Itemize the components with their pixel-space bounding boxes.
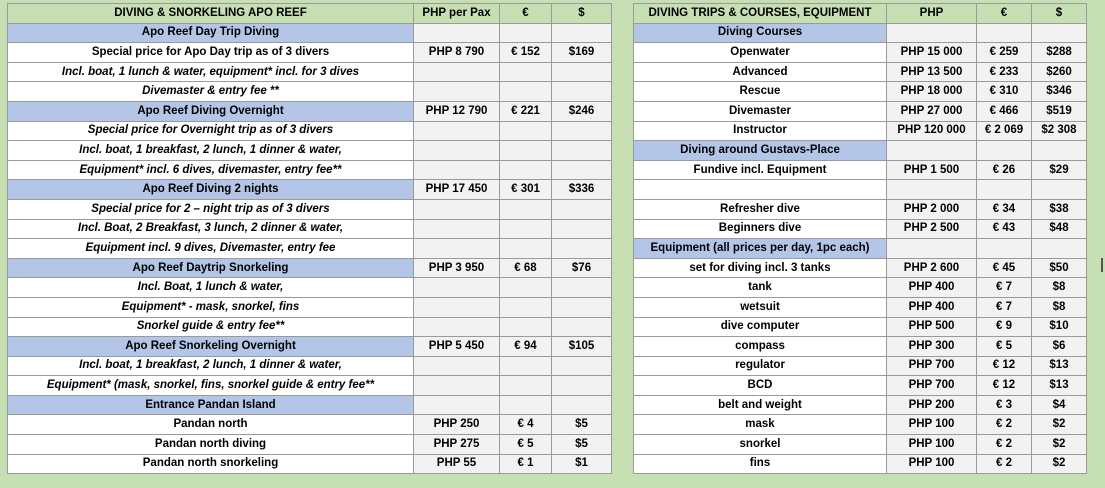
row-label: Apo Reef Diving 2 nights [8, 180, 414, 200]
price-php-cell: PHP 100 [887, 435, 977, 455]
price-php-cell [414, 239, 500, 259]
price-usd-cell: $13 [1032, 356, 1087, 376]
price-eur-cell [977, 239, 1032, 259]
price-eur-cell: € 466 [977, 101, 1032, 121]
price-usd-cell [552, 62, 612, 82]
courses-equipment-price-table [633, 3, 1087, 474]
table-row [634, 219, 1087, 239]
price-eur-cell [500, 278, 552, 298]
price-php-cell: PHP 200 [887, 395, 977, 415]
table-row [8, 376, 612, 396]
row-label: Diving around Gustavs-Place [634, 141, 887, 161]
price-php-cell [414, 278, 500, 298]
row-label: Special price for Apo Day trip as of 3 divers [8, 43, 414, 63]
price-php-cell [414, 395, 500, 415]
price-php-cell: PHP 5 450 [414, 337, 500, 357]
price-eur-cell: € 34 [977, 199, 1032, 219]
price-usd-cell [1032, 180, 1087, 200]
price-usd-cell [552, 278, 612, 298]
row-label: Equipment* incl. 6 dives, divemaster, entry fee** [8, 160, 414, 180]
price-usd-cell: $8 [1032, 278, 1087, 298]
row-label: Special price for 2 – night trip as of 3 divers [8, 199, 414, 219]
price-usd-cell: $10 [1032, 317, 1087, 337]
table-row [634, 317, 1087, 337]
table-row [634, 337, 1087, 357]
price-usd-cell [552, 376, 612, 396]
price-usd-cell: $2 [1032, 415, 1087, 435]
table-row [634, 258, 1087, 278]
row-label: Divemaster [634, 101, 887, 121]
table-row [634, 199, 1087, 219]
price-php-cell: PHP 17 450 [414, 180, 500, 200]
row-label: Advanced [634, 62, 887, 82]
apo-reef-price-table-body [8, 4, 612, 474]
row-label: Equipment* (mask, snorkel, fins, snorkel guide & entry fee** [8, 376, 414, 396]
header-row [634, 4, 1087, 24]
row-label: dive computer [634, 317, 887, 337]
price-php-cell: PHP 400 [887, 297, 977, 317]
table-row [8, 278, 612, 298]
price-usd-cell: $169 [552, 43, 612, 63]
price-usd-cell: $260 [1032, 62, 1087, 82]
price-php-cell [887, 239, 977, 259]
header-title: DIVING TRIPS & COURSES, EQUIPMENT [634, 4, 887, 24]
price-eur-cell: € 7 [977, 278, 1032, 298]
price-php-cell: PHP 500 [887, 317, 977, 337]
price-php-cell: PHP 1 500 [887, 160, 977, 180]
price-php-cell [414, 121, 500, 141]
table-row [634, 180, 1087, 200]
price-usd-cell [552, 395, 612, 415]
price-usd-cell [552, 317, 612, 337]
price-eur-cell [500, 239, 552, 259]
price-php-cell [414, 160, 500, 180]
price-eur-cell [500, 297, 552, 317]
table-row [8, 141, 612, 161]
price-php-cell [414, 297, 500, 317]
price-usd-cell [552, 297, 612, 317]
price-php-cell: PHP 12 790 [414, 101, 500, 121]
section-row [8, 258, 612, 278]
table-row [634, 82, 1087, 102]
price-eur-cell: € 221 [500, 101, 552, 121]
price-php-cell: PHP 15 000 [887, 43, 977, 63]
price-eur-cell: € 43 [977, 219, 1032, 239]
apo-reef-price-table [7, 3, 612, 474]
row-label: Refresher dive [634, 199, 887, 219]
price-php-cell: PHP 300 [887, 337, 977, 357]
header-usd: $ [1032, 4, 1087, 24]
section-row [634, 23, 1087, 43]
row-label [634, 180, 887, 200]
courses-equipment-price-table-body [634, 4, 1087, 474]
price-usd-cell: $76 [552, 258, 612, 278]
price-eur-cell [500, 62, 552, 82]
row-label: Special price for Overnight trip as of 3 divers [8, 121, 414, 141]
price-eur-cell [500, 395, 552, 415]
price-usd-cell: $2 [1032, 454, 1087, 474]
price-php-cell: PHP 250 [414, 415, 500, 435]
price-php-cell: PHP 18 000 [887, 82, 977, 102]
table-row [8, 356, 612, 376]
price-eur-cell: € 2 [977, 415, 1032, 435]
price-usd-cell: $4 [1032, 395, 1087, 415]
header-php: PHP per Pax [414, 4, 500, 24]
table-row [634, 101, 1087, 121]
price-eur-cell: € 26 [977, 160, 1032, 180]
price-usd-cell: $288 [1032, 43, 1087, 63]
row-label: Apo Reef Snorkeling Overnight [8, 337, 414, 357]
price-php-cell: PHP 100 [887, 454, 977, 474]
header-usd: $ [552, 4, 612, 24]
row-label: mask [634, 415, 887, 435]
row-label: Pandan north diving [8, 435, 414, 455]
price-eur-cell: € 259 [977, 43, 1032, 63]
price-php-cell: PHP 13 500 [887, 62, 977, 82]
price-eur-cell [500, 141, 552, 161]
section-row [634, 239, 1087, 259]
price-usd-cell [552, 239, 612, 259]
table-row [634, 356, 1087, 376]
row-label: Pandan north snorkeling [8, 454, 414, 474]
price-usd-cell: $6 [1032, 337, 1087, 357]
price-eur-cell [500, 82, 552, 102]
price-usd-cell: $336 [552, 180, 612, 200]
row-label: Instructor [634, 121, 887, 141]
row-label: Equipment (all prices per day, 1pc each) [634, 239, 887, 259]
table-row [634, 395, 1087, 415]
row-label: snorkel [634, 435, 887, 455]
table-row [634, 121, 1087, 141]
row-label: Divemaster & entry fee ** [8, 82, 414, 102]
table-row [8, 199, 612, 219]
price-usd-cell [552, 219, 612, 239]
table-row [8, 435, 612, 455]
row-label: Incl. boat, 1 breakfast, 2 lunch, 1 dinner & water, [8, 141, 414, 161]
row-label: wetsuit [634, 297, 887, 317]
price-php-cell [414, 376, 500, 396]
price-usd-cell: $5 [552, 415, 612, 435]
table-row [634, 435, 1087, 455]
price-php-cell [887, 141, 977, 161]
price-php-cell: PHP 2 000 [887, 199, 977, 219]
price-usd-cell [552, 82, 612, 102]
table-row [634, 160, 1087, 180]
row-label: Beginners dive [634, 219, 887, 239]
price-php-cell: PHP 3 950 [414, 258, 500, 278]
row-label: BCD [634, 376, 887, 396]
price-eur-cell [500, 376, 552, 396]
table-row [8, 82, 612, 102]
price-usd-cell [1032, 141, 1087, 161]
price-eur-cell: € 45 [977, 258, 1032, 278]
price-eur-cell [500, 356, 552, 376]
table-row [8, 43, 612, 63]
row-label: Entrance Pandan Island [8, 395, 414, 415]
row-label: Apo Reef Daytrip Snorkeling [8, 258, 414, 278]
price-usd-cell: $38 [1032, 199, 1087, 219]
row-label: Equipment incl. 9 dives, Divemaster, entry fee [8, 239, 414, 259]
price-eur-cell [977, 23, 1032, 43]
price-php-cell [414, 141, 500, 161]
price-usd-cell [552, 121, 612, 141]
price-php-cell [414, 219, 500, 239]
row-label: Rescue [634, 82, 887, 102]
price-eur-cell [500, 317, 552, 337]
table-row [634, 297, 1087, 317]
price-php-cell [414, 317, 500, 337]
section-row [8, 337, 612, 357]
price-eur-cell: € 12 [977, 356, 1032, 376]
price-eur-cell [500, 160, 552, 180]
price-usd-cell [552, 160, 612, 180]
price-eur-cell: € 94 [500, 337, 552, 357]
section-row [8, 180, 612, 200]
table-row [634, 454, 1087, 474]
price-usd-cell: $2 [1032, 435, 1087, 455]
row-label: Incl. Boat, 1 lunch & water, [8, 278, 414, 298]
section-row [8, 23, 612, 43]
price-eur-cell: € 5 [500, 435, 552, 455]
row-label: Snorkel guide & entry fee** [8, 317, 414, 337]
row-label: Fundive incl. Equipment [634, 160, 887, 180]
header-eur: € [977, 4, 1032, 24]
price-usd-cell: $13 [1032, 376, 1087, 396]
window-edge-marker [1101, 258, 1103, 272]
table-row [8, 317, 612, 337]
row-label: Equipment* - mask, snorkel, fins [8, 297, 414, 317]
price-php-cell: PHP 700 [887, 356, 977, 376]
price-eur-cell: € 310 [977, 82, 1032, 102]
price-usd-cell: $246 [552, 101, 612, 121]
price-eur-cell: € 9 [977, 317, 1032, 337]
price-eur-cell [500, 121, 552, 141]
row-label: Apo Reef Diving Overnight [8, 101, 414, 121]
table-row [8, 160, 612, 180]
price-usd-cell: $8 [1032, 297, 1087, 317]
price-eur-cell: € 301 [500, 180, 552, 200]
price-eur-cell [977, 180, 1032, 200]
price-usd-cell: $346 [1032, 82, 1087, 102]
table-row [8, 219, 612, 239]
row-label: set for diving incl. 3 tanks [634, 258, 887, 278]
price-php-cell [887, 180, 977, 200]
price-usd-cell [1032, 239, 1087, 259]
row-label: Pandan north [8, 415, 414, 435]
price-eur-cell: € 12 [977, 376, 1032, 396]
price-usd-cell: $50 [1032, 258, 1087, 278]
table-row [8, 297, 612, 317]
price-eur-cell: € 7 [977, 297, 1032, 317]
table-row [634, 43, 1087, 63]
price-usd-cell: $1 [552, 454, 612, 474]
price-eur-cell: € 2 069 [977, 121, 1032, 141]
header-eur: € [500, 4, 552, 24]
row-label: regulator [634, 356, 887, 376]
price-eur-cell [977, 141, 1032, 161]
price-usd-cell: $519 [1032, 101, 1087, 121]
price-php-cell: PHP 120 000 [887, 121, 977, 141]
row-label: fins [634, 454, 887, 474]
price-php-cell [887, 23, 977, 43]
price-eur-cell: € 233 [977, 62, 1032, 82]
price-php-cell: PHP 275 [414, 435, 500, 455]
price-usd-cell: $2 308 [1032, 121, 1087, 141]
section-row [8, 395, 612, 415]
row-label: Diving Courses [634, 23, 887, 43]
price-usd-cell: $105 [552, 337, 612, 357]
price-eur-cell: € 1 [500, 454, 552, 474]
price-eur-cell: € 4 [500, 415, 552, 435]
price-php-cell: PHP 400 [887, 278, 977, 298]
price-php-cell [414, 82, 500, 102]
price-php-cell: PHP 55 [414, 454, 500, 474]
table-row [634, 62, 1087, 82]
price-php-cell [414, 356, 500, 376]
price-usd-cell [552, 23, 612, 43]
price-usd-cell [552, 141, 612, 161]
row-label: belt and weight [634, 395, 887, 415]
row-label: compass [634, 337, 887, 357]
section-row [8, 101, 612, 121]
price-eur-cell: € 5 [977, 337, 1032, 357]
price-usd-cell: $48 [1032, 219, 1087, 239]
price-php-cell: PHP 100 [887, 415, 977, 435]
price-usd-cell [552, 199, 612, 219]
price-eur-cell [500, 23, 552, 43]
row-label: Incl. Boat, 2 Breakfast, 3 lunch, 2 dinner & water, [8, 219, 414, 239]
row-label: tank [634, 278, 887, 298]
price-eur-cell: € 2 [977, 454, 1032, 474]
price-php-cell: PHP 700 [887, 376, 977, 396]
price-eur-cell: € 2 [977, 435, 1032, 455]
table-row [8, 121, 612, 141]
section-row [634, 141, 1087, 161]
header-php: PHP [887, 4, 977, 24]
price-eur-cell [500, 199, 552, 219]
price-php-cell [414, 23, 500, 43]
row-label: Incl. boat, 1 breakfast, 2 lunch, 1 dinner & water, [8, 356, 414, 376]
price-php-cell: PHP 2 500 [887, 219, 977, 239]
price-php-cell [414, 62, 500, 82]
price-eur-cell: € 152 [500, 43, 552, 63]
header-title: DIVING & SNORKELING APO REEF [8, 4, 414, 24]
row-label: Incl. boat, 1 lunch & water, equipment* incl. for 3 dives [8, 62, 414, 82]
price-php-cell: PHP 8 790 [414, 43, 500, 63]
price-php-cell [414, 199, 500, 219]
table-row [8, 415, 612, 435]
row-label: Apo Reef Day Trip Diving [8, 23, 414, 43]
row-label: Openwater [634, 43, 887, 63]
table-row [634, 415, 1087, 435]
price-eur-cell [500, 219, 552, 239]
table-row [8, 62, 612, 82]
header-row [8, 4, 612, 24]
price-usd-cell: $5 [552, 435, 612, 455]
price-usd-cell [1032, 23, 1087, 43]
table-row [634, 376, 1087, 396]
price-eur-cell: € 3 [977, 395, 1032, 415]
price-eur-cell: € 68 [500, 258, 552, 278]
price-php-cell: PHP 27 000 [887, 101, 977, 121]
price-usd-cell: $29 [1032, 160, 1087, 180]
table-row [8, 454, 612, 474]
price-usd-cell [552, 356, 612, 376]
table-row [8, 239, 612, 259]
table-row [634, 278, 1087, 298]
price-php-cell: PHP 2 600 [887, 258, 977, 278]
